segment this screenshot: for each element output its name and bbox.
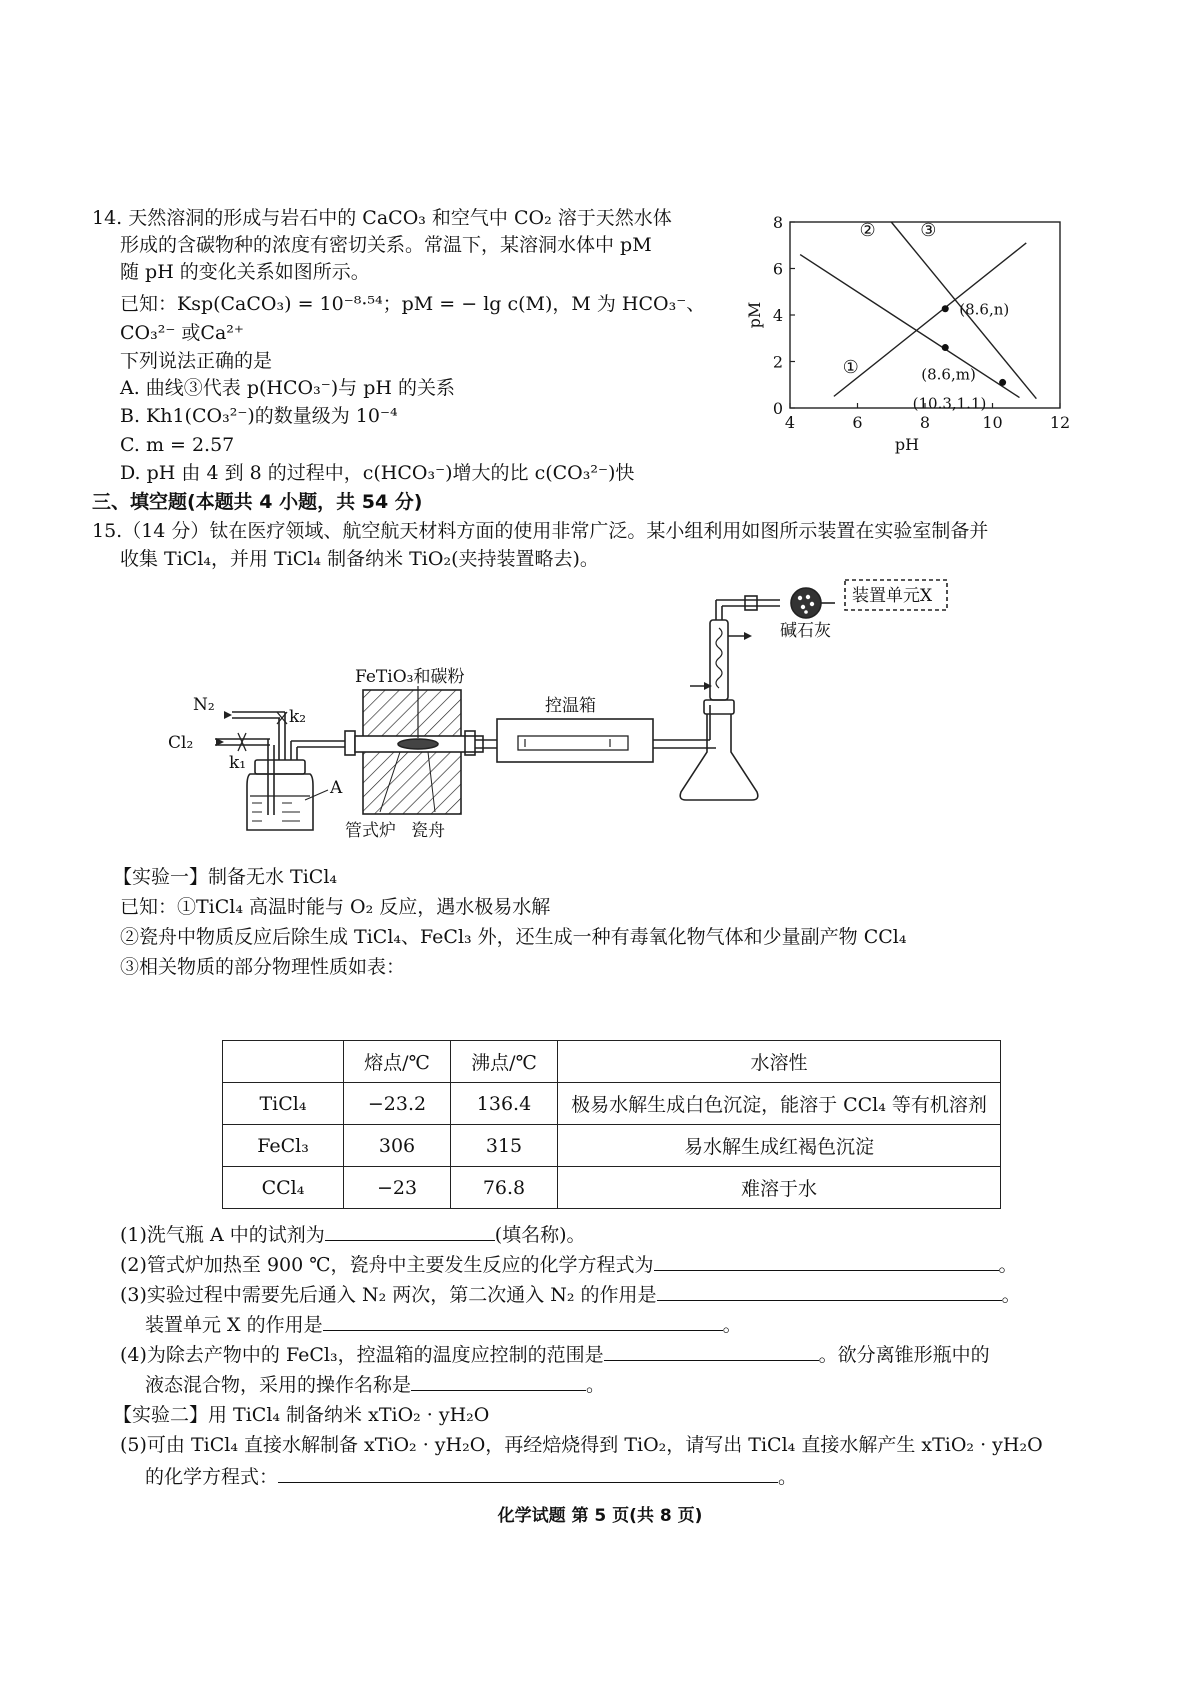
- question-2: [120, 1250, 1018, 1278]
- series-line-2: [800, 255, 1019, 398]
- question-2-text: (2)管式炉加热至 900 ℃，瓷舟中主要发生反应的化学方程式为: [120, 1254, 654, 1276]
- cl2-label: Cl₂: [168, 733, 194, 753]
- x-tick-label: 4: [784, 413, 796, 432]
- exp1-known-2: ②瓷舟中物质反应后除生成 TiCl₄、FeCl₃ 外，还生成一种有毒氧化物气体和少量副产物 CCl₄: [120, 926, 907, 948]
- q15-line1: 15.（14 分）钛在医疗领域、航空航天材料方面的使用非常广泛。某小组利用如图所示装置在实验室制备并: [92, 520, 989, 542]
- answer-blank-3b[interactable]: [323, 1310, 723, 1331]
- question-3-tail: 。: [1001, 1284, 1021, 1306]
- exp1-known-1: 已知：①TiCl₄ 高温时能与 O₂ 反应，遇水极易水解: [120, 896, 551, 918]
- properties-table: [222, 1040, 1001, 1209]
- exp2-title: 【实验二】用 TiCl₄ 制备纳米 xTiO₂ · yH₂O: [113, 1404, 490, 1426]
- question-3b-tail: 。: [722, 1314, 742, 1336]
- control-box-label: 控温箱: [545, 696, 596, 716]
- question-3b: [145, 1310, 742, 1338]
- data-point-label: (8.6,n): [959, 300, 1010, 319]
- question-5b-text: 的化学方程式：: [145, 1466, 279, 1488]
- answer-blank-3[interactable]: [657, 1280, 1002, 1301]
- soda-lime-label: 碱石灰: [780, 621, 831, 641]
- y-tick-label: 2: [772, 352, 784, 372]
- question-4-tail: 。欲分离锥形瓶中的: [818, 1344, 990, 1366]
- answer-blank-5[interactable]: [278, 1462, 778, 1483]
- q14-known: 已知：Ksp(CaCO₃) = 10⁻⁸·⁵⁴；pM = − lg c(M)，M 为 HCO₃⁻、: [120, 293, 706, 315]
- q14-option-d: D. pH 由 4 到 8 的过程中，c(HCO₃⁻)增大的比 c(CO₃²⁻)快: [120, 462, 635, 484]
- table-cell: 315: [451, 1125, 558, 1167]
- bottle-a-label: A: [330, 778, 343, 798]
- table-cell: 76.8: [451, 1167, 558, 1209]
- question-1-tail: (填名称)。: [494, 1224, 586, 1246]
- table-cell: 136.4: [451, 1083, 558, 1125]
- pm-ph-chart: [745, 213, 1082, 458]
- q14-line1: 14. 天然溶洞的形成与岩石中的 CaCO₃ 和空气中 CO₂ 溶于天然水体: [92, 207, 672, 229]
- question-3-text: (3)实验过程中需要先后通入 N₂ 两次，第二次通入 N₂ 的作用是: [120, 1284, 657, 1306]
- table-cell: 难溶于水: [558, 1167, 1001, 1209]
- answer-blank-1[interactable]: [325, 1220, 495, 1241]
- section-heading: 三、填空题(本题共 4 小题，共 54 分): [92, 491, 423, 513]
- answer-blank-4b[interactable]: [411, 1370, 586, 1391]
- question-4: [120, 1340, 990, 1368]
- table-header-row: [223, 1041, 1001, 1083]
- exp1-title: 【实验一】制备无水 TiCl₄: [113, 866, 338, 888]
- exp1-known-3: ③相关物质的部分物理性质如表：: [120, 956, 406, 978]
- table-cell: −23.2: [344, 1083, 451, 1125]
- table-cell: TiCl₄: [223, 1083, 344, 1125]
- data-point: [942, 305, 949, 312]
- question-4b-tail: 。: [586, 1374, 606, 1396]
- q14-option-a: A. 曲线③代表 p(HCO₃⁻)与 pH 的关系: [120, 377, 455, 399]
- question-4-text: (4)为除去产物中的 FeCl₃，控温箱的温度应控制的范围是: [120, 1344, 604, 1366]
- q14-species: CO₃²⁻ 或Ca²⁺: [120, 322, 244, 344]
- x-tick-label: 10: [982, 413, 1003, 432]
- question-4b: [145, 1370, 605, 1398]
- table-cell: 极易水解生成白色沉淀，能溶于 CCl₄ 等有机溶剂: [558, 1083, 1001, 1125]
- y-tick-label: 6: [772, 259, 784, 279]
- question-2-tail: 。: [998, 1254, 1018, 1276]
- question-3b-text: 装置单元 X 的作用是: [145, 1314, 323, 1336]
- series-label-1: ①: [842, 357, 859, 379]
- q14-option-b: B. Kh1(CO₃²⁻)的数量级为 10⁻⁴: [120, 405, 398, 427]
- data-point-label: (10.3,1.1): [912, 394, 987, 413]
- data-point: [999, 379, 1006, 386]
- apparatus-diagram: [155, 586, 1035, 850]
- table-cell: 306: [344, 1125, 451, 1167]
- x-tick-label: 6: [852, 413, 863, 432]
- question-5b-tail: 。: [778, 1466, 798, 1488]
- question-5b: [145, 1462, 797, 1490]
- x-axis-label: pH: [894, 435, 920, 454]
- n2-label: N₂: [193, 695, 215, 715]
- table-row: [223, 1167, 1001, 1209]
- x-tick-label: 8: [919, 413, 931, 432]
- table-cell: −23: [344, 1167, 451, 1209]
- q14-line3: 随 pH 的变化关系如图所示。: [120, 261, 370, 283]
- question-1-text: (1)洗气瓶 A 中的试剂为: [120, 1224, 325, 1246]
- table-cell: FeCl₃: [223, 1125, 344, 1167]
- table-header-cell: 水溶性: [558, 1041, 1001, 1083]
- y-tick-label: 8: [772, 213, 784, 232]
- answer-blank-2[interactable]: [654, 1250, 999, 1271]
- table-header-cell: [223, 1041, 344, 1083]
- table-header-cell: 熔点/℃: [344, 1041, 451, 1083]
- question-3: [120, 1280, 1021, 1308]
- series-label-3: ③: [920, 219, 937, 241]
- data-point-label: (8.6,m): [921, 365, 976, 384]
- table-cell: CCl₄: [223, 1167, 344, 1209]
- question-5: (5)可由 TiCl₄ 直接水解制备 xTiO₂ · yH₂O，再经焙烧得到 TiO₂，请写出 TiCl₄ 直接水解产生 xTiO₂ · yH₂O: [120, 1434, 1043, 1456]
- q15-line2: 收集 TiCl₄，并用 TiCl₄ 制备纳米 TiO₂(夹持装置略去)。: [120, 548, 599, 570]
- q14-option-c: C. m = 2.57: [120, 434, 235, 456]
- y-tick-label: 4: [772, 306, 784, 325]
- page-footer: 化学试题 第 5 页(共 8 页): [497, 1506, 703, 1526]
- series-label-2: ②: [859, 219, 876, 241]
- k2-label: k₂: [289, 707, 307, 727]
- table-header-cell: 沸点/℃: [451, 1041, 558, 1083]
- table-row: [223, 1125, 1001, 1167]
- furnace-label: 管式炉: [345, 821, 396, 841]
- table-row: [223, 1083, 1001, 1125]
- x-tick-label: 12: [1049, 413, 1071, 432]
- question-1: [120, 1220, 586, 1248]
- boat-label: 瓷舟: [411, 821, 445, 841]
- reactants-label: FeTiO₃和碳粉: [355, 667, 465, 687]
- k1-label: k₁: [229, 753, 247, 773]
- y-tick-label: 0: [772, 399, 784, 418]
- unit-x-label: 装置单元X: [852, 586, 933, 606]
- y-axis-label: pM: [745, 301, 764, 329]
- q14-prompt: 下列说法正确的是: [120, 350, 273, 372]
- question-4b-text: 液态混合物，采用的操作名称是: [145, 1374, 412, 1396]
- answer-blank-4[interactable]: [604, 1340, 819, 1361]
- data-point: [942, 344, 949, 351]
- q14-line2: 形成的含碳物种的浓度有密切关系。常温下，某溶洞水体中 pM: [120, 234, 652, 256]
- table-cell: 易水解生成红褐色沉淀: [558, 1125, 1001, 1167]
